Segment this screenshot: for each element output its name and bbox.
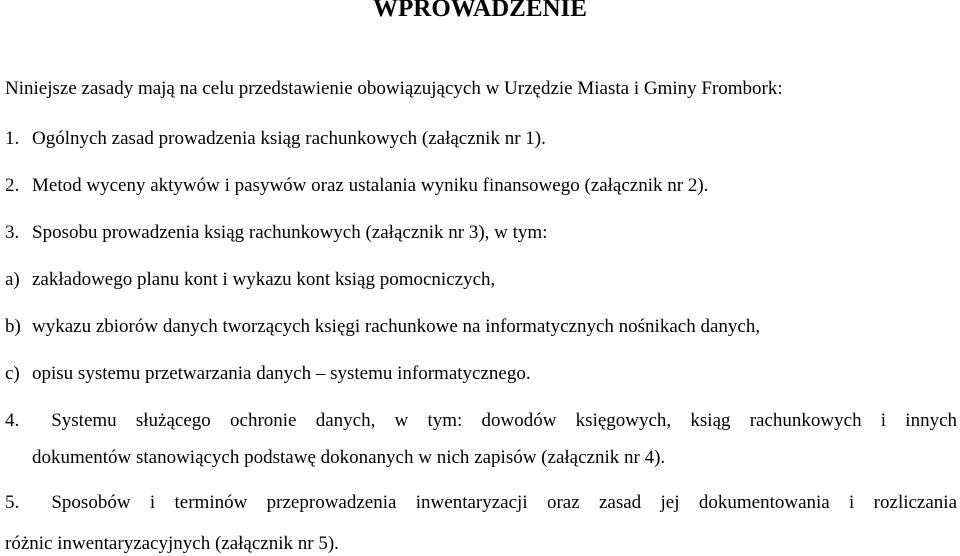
list-item-4-continuation: dokumentów stanowiących podstawę dokonanych w nich zapisów (załącznik nr 4). [32,447,666,468]
list-item-2 [5,174,708,198]
list-item-3 [5,221,548,245]
sub-item-b [5,315,760,339]
list-item-number: 3. [5,222,20,243]
intro-paragraph: Niniejsze zasady mają na celu przedstawienie obowiązujących w Urzędzie Miasta i Gminy Frombork: [5,78,783,99]
list-item-4 [5,409,957,433]
list-item-5-continuation: różnic inwentaryzacyjnych (załącznik nr 5). [5,533,339,554]
sub-item-text: zakładowego planu kont i wykazu kont ksiąg pomocniczych, [32,269,496,290]
list-item-number: 1. [5,128,20,149]
list-item-number: 4. [5,410,20,431]
list-item-1 [5,127,546,151]
list-item-text: Sposobów i terminów przeprowadzenia inwentaryzacji oraz zasad jej dokumentowania i rozliczania [51,492,958,513]
list-item-text: Metod wyceny aktywów i pasywów oraz ustalania wyniku finansowego (załącznik nr 2). [32,175,709,196]
list-item-text: Ogólnych zasad prowadzenia ksiąg rachunkowych (załącznik nr 1). [32,128,546,149]
sub-item-text: opisu systemu przetwarzania danych – systemu informatycznego. [32,363,531,384]
sub-item-c [5,362,531,386]
list-item-5 [5,491,957,515]
list-item-number: 5. [5,492,20,513]
sub-item-letter: a) [5,269,20,290]
sub-item-letter: c) [5,363,20,384]
list-item-number: 2. [5,175,20,196]
sub-item-a [5,268,495,292]
document-title: WPROWADZENIE [373,0,587,22]
sub-item-text: wykazu zbiorów danych tworzących księgi rachunkowe na informatycznych nośnikach danych, [32,316,761,337]
sub-item-letter: b) [5,316,21,337]
list-item-text: Sposobu prowadzenia ksiąg rachunkowych (załącznik nr 3), w tym: [32,222,548,243]
list-item-text: Systemu służącego ochronie danych, w tym: dowodów księgowych, ksiąg rachunkowych i innych [51,410,957,431]
